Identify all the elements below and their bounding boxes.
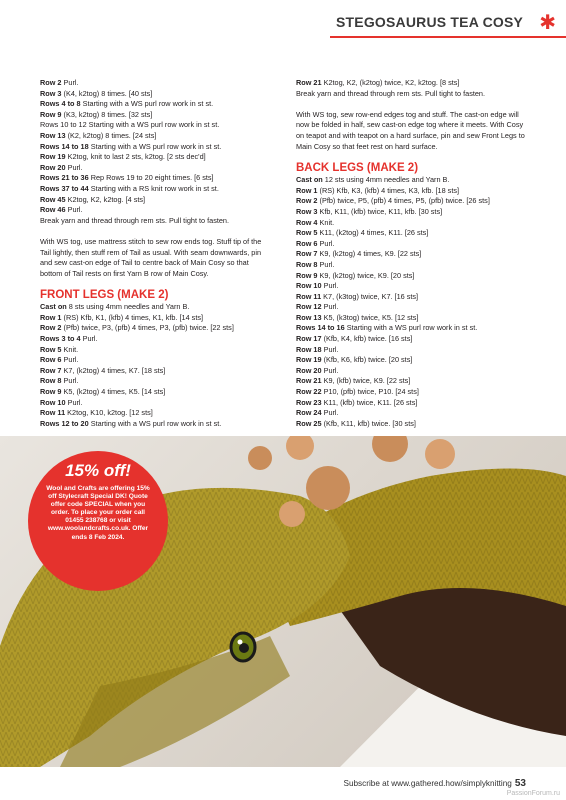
pattern-row-label: Row 13	[40, 130, 66, 140]
left-paragraph: With WS tog, use mattress stitch to sew row ends tog. Stuff tip of the Tail lightly, then stuff rem of Tail as usual. With seam downwards, pin and sew cast-on edge of Tail to centre back of Main Cosy so that bottom of Tail rests on first Yarn B row of Main Cosy.	[40, 236, 262, 278]
pattern-row-text: (Pfb) twice, P3, (pfb) 4 times, P3, (pfb) twice. [22 sts]	[61, 323, 234, 333]
pattern-row-label: Cast on	[40, 302, 67, 312]
pattern-row-text: 12 sts using 4mm needles and Yarn B.	[322, 175, 450, 185]
pattern-row-text: K2tog, knit to last 2 sts, k2tog. [2 sts dec'd]	[65, 152, 206, 162]
pattern-row	[296, 387, 528, 398]
pattern-row-text: P10, (pfb) twice, P10. [24 sts]	[321, 387, 419, 397]
right-column	[296, 78, 528, 429]
pattern-row-text: (K2, k2tog) 8 times. [24 sts]	[65, 130, 157, 140]
pattern-row-label: Row 8	[40, 376, 62, 386]
pattern-row	[40, 419, 272, 430]
pattern-row-label: Rows 3 to 4	[40, 334, 81, 344]
pattern-row-text: Starting with a WS purl row work in st st.	[88, 141, 222, 151]
pattern-row-text: K7, (k2tog) 4 times, K7. [18 sts]	[61, 365, 166, 375]
pattern-row-text: Purl.	[65, 162, 83, 172]
pattern-row	[296, 78, 528, 89]
pattern-row-label: Row 24	[296, 408, 322, 418]
pattern-row	[296, 419, 528, 430]
pattern-row	[296, 323, 528, 334]
right-paragraph: With WS tog, sew row-end edges tog and stuff. The cast-on edge will now be folded in half, sew cast-on edge tog where it meets. With Cosy on teapot and with teapot on a hard surface, pin and sew Front Legs to Main Cosy so that feet rest on hard surface.	[296, 109, 525, 151]
header-rule	[330, 36, 566, 38]
right-rows-a	[296, 78, 528, 99]
pattern-row-label: Rows 4 to 8	[40, 99, 81, 109]
pattern-row	[296, 207, 528, 218]
pattern-row-label: Row 13	[296, 312, 322, 322]
pattern-row-label: Row 7	[296, 249, 318, 259]
pattern-row-label: Row 20	[40, 162, 66, 172]
pattern-row-text: Purl.	[65, 397, 83, 407]
pattern-row-text: Purl.	[80, 334, 98, 344]
pattern-row-label: Row 4	[296, 217, 318, 227]
page-header-title: STEGOSAURUS TEA COSY	[336, 14, 524, 30]
pattern-row	[296, 345, 528, 356]
pattern-row-text: (K4, k2tog) 8 times. [40 sts]	[61, 88, 153, 98]
spike-1	[306, 466, 350, 510]
spike-2	[279, 501, 305, 527]
pattern-row-label: Row 2	[296, 196, 318, 206]
pattern-row-text: Purl.	[321, 408, 339, 418]
page-number: 53	[514, 778, 526, 789]
pattern-row	[40, 376, 272, 387]
pattern-row	[40, 131, 272, 142]
pattern-row-label: Rows 12 to 20	[40, 418, 89, 428]
pattern-row	[40, 173, 272, 184]
pattern-row-text: Starting with a RS knit row work in st st.	[88, 183, 219, 193]
pattern-row-label: Row 12	[296, 302, 322, 312]
pattern-row	[296, 89, 528, 100]
pattern-row	[296, 239, 528, 250]
pattern-row-text: K11, (kfb) twice, K11. [26 sts]	[321, 397, 418, 407]
pattern-row-text: K11, (k2tog) 4 times, K11. [26 sts]	[317, 228, 429, 238]
pattern-row-label: Row 46	[40, 205, 66, 215]
pattern-row-label: Rows 14 to 18	[40, 141, 89, 151]
asterisk-icon: ✱	[539, 12, 556, 34]
pattern-row-label: Cast on	[296, 175, 323, 185]
pattern-row	[40, 323, 272, 334]
pattern-row-label: Row 9	[296, 270, 318, 280]
footer-line	[343, 778, 526, 789]
pattern-row-text: Knit.	[317, 217, 335, 227]
pattern-row	[40, 408, 272, 419]
pattern-row-text: Starting with a WS purl row work in st st.	[88, 418, 222, 428]
pattern-row	[40, 366, 272, 377]
pattern-row-label: Row 19	[296, 355, 322, 365]
pattern-row	[40, 184, 272, 195]
pattern-row-label: Row 9	[40, 109, 62, 119]
pattern-row-text: Purl.	[321, 281, 339, 291]
pattern-row	[296, 408, 528, 419]
pattern-row-label: Row 19	[40, 152, 66, 162]
pattern-row-text: Purl.	[61, 376, 79, 386]
pattern-row-label: Row 21	[296, 78, 322, 87]
pattern-row	[296, 281, 528, 292]
pattern-row-text: Starting with a WS purl row work in st st.	[344, 323, 478, 333]
pattern-row-text: Purl.	[317, 259, 335, 269]
pattern-row-label: Row 21	[296, 376, 322, 386]
pattern-row	[40, 142, 272, 153]
pattern-row-text: (K3, k2tog) 8 times. [32 sts]	[61, 109, 153, 119]
pattern-row-text: Purl.	[321, 344, 339, 354]
right-rows-b	[296, 175, 528, 429]
watermark: PassionForum.ru	[506, 790, 560, 797]
pattern-row	[296, 249, 528, 260]
left-rows-b	[40, 302, 272, 429]
pattern-row	[40, 313, 272, 324]
pattern-row-text: Rep Rows 19 to 20 eight times. [6 sts]	[88, 173, 214, 183]
pattern-row-label: Row 45	[40, 194, 66, 204]
pattern-row	[296, 366, 528, 377]
pattern-row-text: Rows 10 to 12 Starting with a WS purl row work in st st.	[40, 120, 220, 130]
pattern-row	[296, 302, 528, 313]
spike-4	[286, 436, 314, 460]
pattern-row-label: Rows 21 to 36	[40, 173, 89, 183]
pattern-row-text: K2tog, K2, k2tog. [4 sts]	[65, 194, 146, 204]
pattern-row-label: Row 10	[40, 397, 66, 407]
pattern-row	[296, 355, 528, 366]
eye-highlight	[238, 640, 243, 645]
pattern-row-label: Row 6	[296, 238, 318, 248]
pattern-row-text: Purl.	[317, 238, 335, 248]
pattern-row	[296, 334, 528, 345]
pattern-row	[40, 120, 272, 131]
pattern-row-label: Row 3	[40, 88, 62, 98]
pattern-row	[40, 78, 272, 89]
pattern-row-text: Break yarn and thread through rem sts. Pull tight to fasten.	[40, 215, 230, 225]
pattern-row	[296, 292, 528, 303]
pattern-row	[296, 175, 528, 186]
pattern-row-label: Row 1	[296, 185, 318, 195]
front-legs-heading: FRONT LEGS (MAKE 2)	[40, 289, 169, 302]
pattern-row	[296, 313, 528, 324]
left-rows-a	[40, 78, 272, 226]
pattern-row	[40, 387, 272, 398]
pattern-row-label: Rows 14 to 16	[296, 323, 345, 333]
pattern-row	[296, 186, 528, 197]
spike-5	[372, 436, 408, 462]
pattern-row-label: Row 3	[296, 206, 318, 216]
pattern-row-label: Row 25	[296, 418, 322, 428]
page-header	[330, 0, 566, 40]
pattern-row-text: (Pfb) twice, P5, (pfb) 4 times, P5, (pfb) twice. [26 sts]	[317, 196, 490, 206]
pattern-row-text: Purl.	[321, 365, 339, 375]
pattern-row-text: 8 sts using 4mm needles and Yarn B.	[66, 302, 190, 312]
pattern-row	[40, 355, 272, 366]
pattern-row-label: Row 6	[40, 355, 62, 365]
pattern-row-text: Purl.	[61, 355, 79, 365]
pattern-row-text: K7, (k3tog) twice, K7. [16 sts]	[321, 291, 419, 301]
promo-text: Wool and Crafts are offering 15% off Stylecraft Special DK! Quote offer code SPECIAL when you order. To place your order call 01455 238768 or visit www.woolandcrafts.co.uk. Offer ends 8 Feb 2024.	[46, 485, 150, 541]
promo-headline: 15% off!	[65, 461, 131, 480]
pattern-row	[40, 345, 272, 356]
pattern-row-text: Knit.	[61, 344, 79, 354]
pattern-row	[40, 163, 272, 174]
pattern-row-label: Row 9	[40, 387, 62, 397]
subscribe-link[interactable]: Subscribe at www.gathered.how/simplyknitting	[343, 779, 512, 788]
pattern-row	[296, 376, 528, 387]
back-legs-heading: BACK LEGS (MAKE 2)	[296, 162, 419, 175]
pattern-row-label: Row 1	[40, 312, 62, 322]
pattern-row	[296, 218, 528, 229]
pattern-row-text: K2tog, K10, k2tog. [12 sts]	[65, 408, 153, 418]
pattern-row-text: (Kfb, K4, kfb) twice. [16 sts]	[321, 334, 413, 344]
pattern-row-text: K9, (k2tog) 4 times, K9. [22 sts]	[317, 249, 422, 259]
left-column	[40, 78, 272, 429]
pattern-row-text: Break yarn and thread through rem sts. Pull tight to fasten.	[296, 88, 486, 98]
pattern-row	[40, 398, 272, 409]
pattern-row	[40, 334, 272, 345]
pattern-row-text: (Kfb, K6, kfb) twice. [20 sts]	[321, 355, 413, 365]
page-footer	[0, 768, 566, 800]
spike-3	[248, 446, 272, 470]
pattern-row-text: K2tog, K2, (k2tog) twice, K2, k2tog. [8 sts]	[321, 78, 460, 87]
pattern-row-text: (Kfb, K11, kfb) twice. [30 sts]	[321, 418, 416, 428]
pattern-row-text: K9, (k2tog) twice, K9. [20 sts]	[317, 270, 415, 280]
pattern-row	[40, 99, 272, 110]
pattern-row-text: K5, (k3tog) twice, K5. [12 sts]	[321, 312, 419, 322]
pattern-row-text: (RS) Kfb, K3, (kfb) 4 times, K3, kfb. [18 sts]	[317, 185, 460, 195]
pattern-row	[296, 228, 528, 239]
pattern-row-label: Row 5	[296, 228, 318, 238]
pattern-row	[40, 216, 272, 227]
pattern-row	[40, 302, 272, 313]
pattern-row-label: Row 11	[40, 408, 66, 418]
promo-badge	[28, 451, 168, 591]
pattern-row	[40, 195, 272, 206]
pattern-row-label: Row 22	[296, 387, 322, 397]
pattern-row-label: Row 2	[40, 78, 62, 87]
pattern-row-label: Row 23	[296, 397, 322, 407]
pattern-row-label: Row 11	[296, 291, 322, 301]
pattern-row-label: Row 20	[296, 365, 322, 375]
pattern-row	[296, 398, 528, 409]
pattern-row	[40, 110, 272, 121]
spike-6	[425, 439, 455, 469]
pattern-row-label: Row 5	[40, 344, 62, 354]
pattern-row-text: K5, (k2tog) 4 times, K5. [14 sts]	[61, 387, 166, 397]
pattern-row	[40, 152, 272, 163]
pattern-row	[40, 89, 272, 100]
pattern-row-label: Row 7	[40, 365, 62, 375]
pattern-row-text: Purl.	[65, 205, 83, 215]
pattern-row-label: Row 10	[296, 281, 322, 291]
pattern-row	[296, 260, 528, 271]
pattern-row-text: Purl.	[61, 78, 79, 87]
pattern-row-label: Rows 37 to 44	[40, 183, 89, 193]
pattern-row-text: Starting with a WS purl row work in st st.	[80, 99, 214, 109]
pattern-row-label: Row 17	[296, 334, 322, 344]
pattern-row-text: Kfb, K11, (kfb) twice, K11, kfb. [30 sts]	[317, 206, 443, 216]
pattern-row-label: Row 18	[296, 344, 322, 354]
pattern-row	[296, 271, 528, 282]
pattern-row-text: (RS) Kfb, K1, (kfb) 4 times, K1, kfb. [14 sts]	[61, 312, 204, 322]
eye-pupil	[239, 643, 249, 653]
pattern-row-label: Row 2	[40, 323, 62, 333]
pattern-row	[296, 196, 528, 207]
pattern-row-text: Purl.	[321, 302, 339, 312]
pattern-row-label: Row 8	[296, 259, 318, 269]
pattern-row	[40, 205, 272, 216]
pattern-row-text: K9, (kfb) twice, K9. [22 sts]	[321, 376, 411, 386]
